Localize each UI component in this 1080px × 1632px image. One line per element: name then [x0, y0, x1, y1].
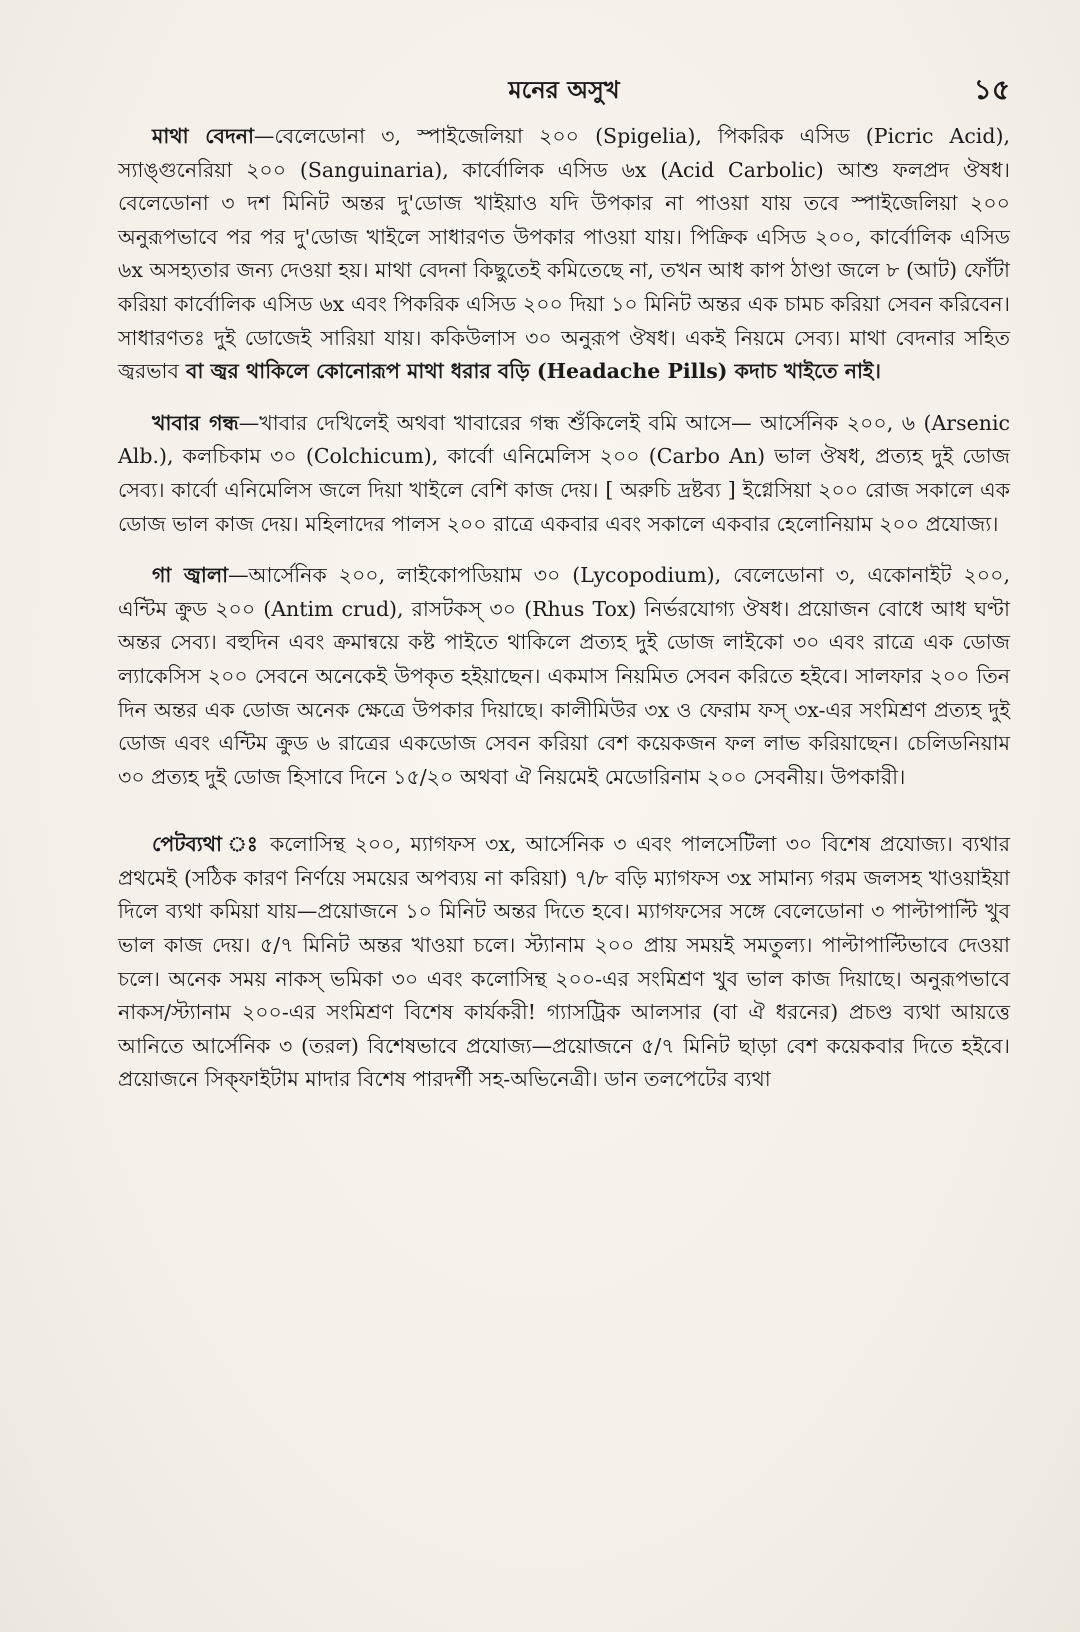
running-title: মনের অসুখ: [508, 75, 620, 104]
paragraph-food-smell: [118, 407, 1010, 541]
body-text: [118, 120, 1010, 1097]
paragraph-emphasis: বা জ্বর থাকিলে কোনোরূপ মাথা ধরার বড়ি (Headache Pills) কদাচ খাইতে নাই।: [178, 359, 881, 384]
term-stomach-ache: পেটব্যথা ঃ: [152, 832, 261, 857]
page-header: [118, 66, 1010, 106]
paragraph-text: —বেলেডোনা ৩, স্পাইজেলিয়া ২০০ (Spigelia), পিকরিক এসিড (Picric Acid), স্যাঙ্গুনেরিয়া ২০০ (Sanguinaria), কার্বোলিক এসিড ৬x (Acid Carbolic) আশু ফলপ্রদ ঔষধ। বেলেডোনা ৩ দশ মিনিট অন্তর দু'ডোজ খাইয়াও যদি উপকার না পাওয়া যায় তবে স্পাইজেলিয়া ২০০ অনুরূপভাবে পর পর দু'ডোজ খাইলে সাধারণত উপকার পাওয়া যায়। পিক্রিক এসিড ২০০, কার্বোলিক এসিড ৬x অসহ্যতার জন্য দেওয়া হয়। মাথা বেদনা কিছুতেই কমিতেছে না, তখন আধ কাপ ঠাণ্ডা জলে ৮ (আট) ফোঁটা করিয়া কার্বোলিক এসিড ৬x এবং পিকরিক এসিড ২০০ দিয়া ১০ মিনিট অন্তর এক চামচ করিয়া সেবন করিবেন। সাধারণতঃ দুই ডোজেই সারিয়া যায়। ককিউলাস ৩০ অনুরূপ ঔষধ। একই নিয়মে সেব্য। মাথা বেদনার সহিত জ্বরভাব: [118, 124, 1010, 384]
term-body-burning: গা জ্বালা: [152, 563, 229, 588]
paragraph-text: কলোসিন্থ ২০০, ম্যাগফস ৩x, আর্সেনিক ৩ এবং পালসেটিলা ৩০ বিশেষ প্রযোজ্য। ব্যথার প্রথমেই (সঠিক কারণ নির্ণয়ে সময়ের অপব্যয় না করিয়া) ৭/৮ বড়ি ম্যাগফস ৩x সামান্য গরম জলসহ খাওয়াইয়া দিলে ব্যথা কমিয়া যায়—প্রয়োজনে ১০ মিনিট অন্তর দিতে হবে। ম্যাগফসের সঙ্গে বেলেডোনা ৩ পাল্টাপাল্টি খুব ভাল কাজ দেয়। ৫/৭ মিনিট অন্তর খাওয়া চলে। স্ট্যানাম ২০০ প্রায় সময়ই সমতুল্য। পাল্টাপাল্টিভাবে দেওয়া চলে। অনেক সময় নাকস্ ভমিকা ৩০ এবং কলোসিন্থ ২০০-এর সংমিশ্রণ খুব ভাল কাজ দিয়াছে। অনুরূপভাবে নাকস/স্ট্যানাম ২০০-এর সংমিশ্রণ বিশেষ কার্যকরী! গ্যাসট্রিক আলসার (বা ঐ ধরনের) প্রচণ্ড ব্যথা আয়ত্তে আনিতে আর্সেনিক ৩ (তরল) বিশেষভাবে প্রযোজ্য—প্রয়োজনে ৫/৭ মিনিট ছাড়া বেশ কয়েকবার দিতে হইবে। প্রয়োজনে সিক্ফাইটাম মাদার বিশেষ পারদর্শী সহ-অভিনেত্রী। ডান তলপেটের ব্যথা: [118, 832, 1010, 1092]
paragraph-headache: [118, 120, 1010, 389]
paragraph-stomach-ache: [118, 828, 1010, 1097]
paragraph-text: —আর্সেনিক ২০০, লাইকোপডিয়াম ৩০ (Lycopodium), বেলেডোনা ৩, একোনাইট ২০০, এন্টিম ক্রুড ২০০ (Antim crud), রাসটকস্ ৩০ (Rhus Tox) নির্ভরযোগ্য ঔষধ। প্রয়োজন বোধে আধ ঘণ্টা অন্তর সেব্য। বহুদিন এবং ক্রমান্বয়ে কষ্ট পাইতে থাকিলে প্রত্যহ দুই ডোজ লাইকো ৩০ এবং রাত্রে এক ডোজ ল্যাকেসিস ২০০ সেবনে অনেকেই উপকৃত হইয়াছেন। একমাস নিয়মিত সেবন করিতে হইবে। সালফার ২০০ তিন দিন অন্তর এক ডোজ অনেক ক্ষেত্রে উপকার দিয়াছে। কালীমিউর ৩x ও ফেরাম ফস্ ৩x-এর সংমিশ্রণ প্রত্যহ দুই ডোজ এবং এন্টিম ক্রুড ৬ রাত্রের একডোজ সেবন করিয়া বেশ কয়েকজন ফল লাভ করিয়াছেন। চেলিডনিয়াম ৩০ প্রত্যহ দুই ডোজ হিসাবে দিনে ১৫/২০ অথবা ঐ নিয়মেই মেডোরিনাম ২০০ সেবনীয়। উপকারী।: [118, 563, 1010, 789]
paragraph-body-burning: [118, 559, 1010, 794]
paragraph-text: —খাবার দেখিলেই অথবা খাবারের গন্ধ শুঁকিলেই বমি আসে— আর্সেনিক ২০০, ৬ (Arsenic Alb.), কলচিকাম ৩০ (Colchicum), কার্বো এনিমেলিস ২০০ (Carbo An) ভাল ঔষধ, প্রত্যহ দুই ডোজ সেব্য। কার্বো এনিমেলিস জলে দিয়া খাইলে বেশি কাজ দেয়। [ অরুচি দ্রষ্টব্য ] ইগ্নেসিয়া ২০০ রোজ সকালে এক ডোজ ভাল কাজ দেয়। মহিলাদের পালস ২০০ রাত্রে একবার এবং সকালে একবার হেলোনিয়াম ২০০ প্রযোজ্য।: [118, 410, 1010, 536]
term-headache: মাথা বেদনা: [152, 124, 254, 148]
term-food-smell: খাবার গন্ধ: [152, 410, 239, 435]
page-number: ১৫: [973, 73, 1010, 106]
